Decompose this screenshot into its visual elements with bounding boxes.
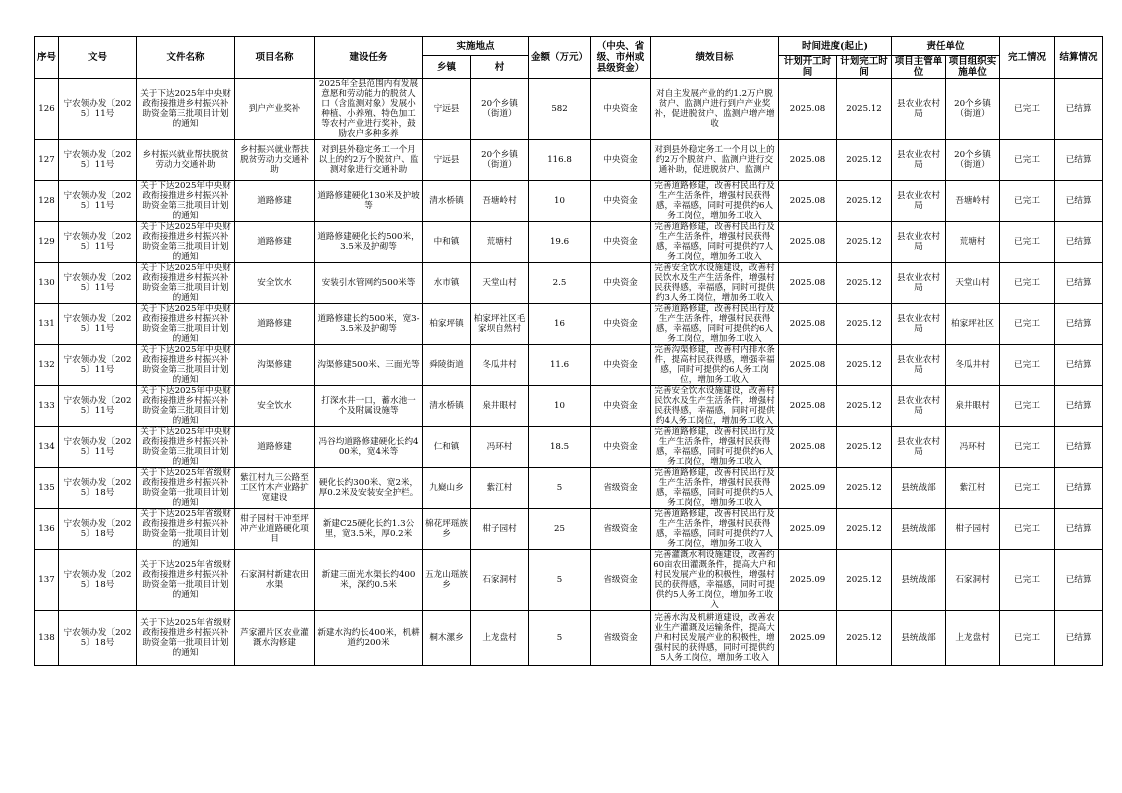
header-task: 建设任务 (315, 37, 423, 79)
cell-dept: 县农业农村局 (892, 263, 946, 304)
cell-amount: 25 (529, 509, 591, 550)
cell-fund-level: 中央资金 (591, 181, 651, 222)
table-row (35, 386, 1103, 427)
cell-start: 2025.09 (779, 550, 837, 611)
cell-org: 泉井眼村 (946, 386, 1000, 427)
cell-completion: 已完工 (1000, 79, 1055, 140)
cell-dept: 县统战部 (892, 611, 946, 666)
cell-task: 安装引水管网约500米等 (315, 263, 423, 304)
cell-completion: 已完工 (1000, 611, 1055, 666)
cell-township: 五龙山瑶族乡 (423, 550, 471, 611)
cell-fund-level: 中央资金 (591, 140, 651, 181)
table-row (35, 304, 1103, 345)
cell-start: 2025.08 (779, 181, 837, 222)
cell-goal: 完善安全饮水设施建设，改善村民饮水及生产生活条件，增强村民获得感，幸福感，同时可提供约4人务工岗位，增加务工收入 (651, 386, 779, 427)
cell-org: 天堂山村 (946, 263, 1000, 304)
cell-start: 2025.08 (779, 79, 837, 140)
cell-task: 对到县外稳定务工一个月以上的约2万个脱贫户、监测对象进行交通补助 (315, 140, 423, 181)
header-goal: 绩效目标 (651, 37, 779, 79)
cell-fund-level: 省级资金 (591, 509, 651, 550)
cell-village: 荒塘村 (471, 222, 529, 263)
header-settlement: 结算情况 (1055, 37, 1103, 79)
cell-village: 柏家坪社区毛家坝自然村 (471, 304, 529, 345)
table-row (35, 509, 1103, 550)
cell-completion: 已完工 (1000, 550, 1055, 611)
cell-village: 天堂山村 (471, 263, 529, 304)
header-project-name: 项目名称 (235, 37, 315, 79)
cell-seq: 129 (35, 222, 59, 263)
cell-org: 冬瓜井村 (946, 345, 1000, 386)
cell-village: 冯环村 (471, 427, 529, 468)
cell-settlement: 已结算 (1055, 427, 1103, 468)
cell-completion: 已完工 (1000, 427, 1055, 468)
cell-amount: 5 (529, 611, 591, 666)
cell-start: 2025.08 (779, 140, 837, 181)
cell-end: 2025.12 (837, 611, 892, 666)
cell-completion: 已完工 (1000, 509, 1055, 550)
cell-amount: 5 (529, 468, 591, 509)
header-start: 计划开工时间 (779, 56, 837, 79)
cell-project-name: 乡村振兴就业帮扶脱贫劳动力交通补助 (235, 140, 315, 181)
cell-amount: 5 (529, 550, 591, 611)
cell-org: 20个乡镇（街道） (946, 140, 1000, 181)
cell-goal: 对到县外稳定务工一个月以上的约2万个脱贫户、监测户进行交通补助，促进脱贫户、监测户 (651, 140, 779, 181)
cell-village: 20个乡镇（街道） (471, 79, 529, 140)
table-row (35, 263, 1103, 304)
cell-org: 吾塘岭村 (946, 181, 1000, 222)
cell-start: 2025.08 (779, 263, 837, 304)
cell-dept: 县统战部 (892, 509, 946, 550)
table-row (35, 222, 1103, 263)
cell-seq: 137 (35, 550, 59, 611)
cell-file-name: 关于下达2025年中央财政衔接推进乡村振兴补助资金第三批项目计划的通知 (137, 345, 235, 386)
header-schedule: 时间进度(起止) (779, 37, 892, 56)
cell-township: 棉花坪瑶族乡 (423, 509, 471, 550)
cell-file-name: 关于下达2025年省级财政衔接推进乡村振兴补助资金第一批项目计划的通知 (137, 509, 235, 550)
header-township: 乡镇 (423, 56, 471, 79)
cell-goal: 完善水沟及机耕道建设，改善农业生产灌溉及运输条件，提高大户和村民发展产业的积极性，增强村民的获得感，同时可提供约5人务工岗位，增加务工收入 (651, 611, 779, 666)
header-end: 计划完工时间 (837, 56, 892, 79)
cell-file-name: 关于下达2025年省级财政衔接推进乡村振兴补助资金第一批项目计划的通知 (137, 550, 235, 611)
cell-settlement: 已结算 (1055, 79, 1103, 140)
cell-seq: 133 (35, 386, 59, 427)
header-doc-no: 文号 (59, 37, 137, 79)
cell-start: 2025.09 (779, 468, 837, 509)
cell-village: 20个乡镇（街道） (471, 140, 529, 181)
cell-project-name: 石家洞村新建农田水渠 (235, 550, 315, 611)
cell-file-name: 乡村振兴就业帮扶脱贫劳动力交通补助 (137, 140, 235, 181)
cell-amount: 19.6 (529, 222, 591, 263)
cell-village: 泉井眼村 (471, 386, 529, 427)
header-dept: 项目主管单位 (892, 56, 946, 79)
table-row (35, 79, 1103, 140)
cell-township: 中和镇 (423, 222, 471, 263)
cell-org: 柏家坪社区 (946, 304, 1000, 345)
cell-seq: 132 (35, 345, 59, 386)
cell-settlement: 已结算 (1055, 304, 1103, 345)
cell-goal: 完善道路修建，改善村民出行及生产生活条件，增强村民获得感，幸福感，同时可提供约6人务工岗位，增加务工收入 (651, 304, 779, 345)
cell-village: 吾塘岭村 (471, 181, 529, 222)
cell-task: 新建C25硬化长约1.3公里，宽3.5米，厚0.2米 (315, 509, 423, 550)
cell-completion: 已完工 (1000, 468, 1055, 509)
cell-doc-no: 宁农领办发〔2025〕18号 (59, 468, 137, 509)
cell-township: 舜陵街道 (423, 345, 471, 386)
cell-end: 2025.12 (837, 222, 892, 263)
cell-project-name: 安全饮水 (235, 386, 315, 427)
cell-amount: 18.5 (529, 427, 591, 468)
cell-fund-level: 中央资金 (591, 427, 651, 468)
cell-village: 石家洞村 (471, 550, 529, 611)
cell-end: 2025.12 (837, 140, 892, 181)
cell-file-name: 关于下达2025年中央财政衔接推进乡村振兴补助资金第三批项目计划的通知 (137, 386, 235, 427)
cell-settlement: 已结算 (1055, 468, 1103, 509)
cell-settlement: 已结算 (1055, 345, 1103, 386)
cell-township: 清水桥镇 (423, 386, 471, 427)
cell-task: 冯谷均道路修建硬化长约400米，宽4米等 (315, 427, 423, 468)
cell-dept: 县农业农村局 (892, 427, 946, 468)
cell-amount: 2.5 (529, 263, 591, 304)
header-fund-level: （中央、省级、市州或县级资金） (591, 37, 651, 79)
cell-completion: 已完工 (1000, 263, 1055, 304)
cell-project-name: 道路修建 (235, 181, 315, 222)
cell-task: 打深水井一口，蓄水池一个及附属设施等 (315, 386, 423, 427)
cell-seq: 138 (35, 611, 59, 666)
cell-doc-no: 宁农领办发〔2025〕18号 (59, 509, 137, 550)
cell-end: 2025.12 (837, 263, 892, 304)
cell-goal: 完善沟渠修建，改善村内排水条件，提高村民获得感，增强幸福感，同时可提供约6人务工岗位，增加务工收入 (651, 345, 779, 386)
cell-dept: 县统战部 (892, 468, 946, 509)
cell-project-name: 到户产业奖补 (235, 79, 315, 140)
cell-task: 2025年全县范围内有发展意愿和劳动能力的脱贫人口（含监测对象）发展小种植、小养殖、特色加工等农村产业进行奖补，鼓励农户多种多养 (315, 79, 423, 140)
cell-village: 冬瓜井村 (471, 345, 529, 386)
table-row (35, 550, 1103, 611)
cell-dept: 县农业农村局 (892, 79, 946, 140)
cell-end: 2025.12 (837, 509, 892, 550)
cell-fund-level: 中央资金 (591, 222, 651, 263)
cell-township: 清水桥镇 (423, 181, 471, 222)
cell-end: 2025.12 (837, 345, 892, 386)
cell-doc-no: 宁农领办发〔2025〕11号 (59, 181, 137, 222)
cell-doc-no: 宁农领办发〔2025〕11号 (59, 222, 137, 263)
cell-task: 新建三面光水渠长约400米，深约0.5米 (315, 550, 423, 611)
cell-goal: 完善道路修建，改善村民出行及生产生活条件，增强村民获得感，幸福感，同时可提供约6人务工岗位，增加务工收入 (651, 427, 779, 468)
table-row (35, 140, 1103, 181)
header-org: 项目组织实施单位 (946, 56, 1000, 79)
cell-org: 20个乡镇（街道） (946, 79, 1000, 140)
cell-org: 柑子园村 (946, 509, 1000, 550)
cell-completion: 已完工 (1000, 222, 1055, 263)
cell-seq: 135 (35, 468, 59, 509)
cell-end: 2025.12 (837, 79, 892, 140)
cell-dept: 县农业农村局 (892, 140, 946, 181)
cell-completion: 已完工 (1000, 140, 1055, 181)
cell-dept: 县农业农村局 (892, 222, 946, 263)
cell-start: 2025.09 (779, 611, 837, 666)
cell-fund-level: 中央资金 (591, 345, 651, 386)
cell-amount: 10 (529, 386, 591, 427)
table-body (35, 79, 1103, 666)
cell-end: 2025.12 (837, 181, 892, 222)
cell-settlement: 已结算 (1055, 222, 1103, 263)
table-row (35, 181, 1103, 222)
cell-settlement: 已结算 (1055, 509, 1103, 550)
cell-task: 新建水沟约长400米，机耕道约200米 (315, 611, 423, 666)
cell-org: 石家洞村 (946, 550, 1000, 611)
cell-file-name: 关于下达2025年中央财政衔接推进乡村振兴补助资金第三批项目计划的通知 (137, 79, 235, 140)
cell-village: 紫江村 (471, 468, 529, 509)
header-responsible: 责任单位 (892, 37, 1000, 56)
cell-fund-level: 省级资金 (591, 550, 651, 611)
cell-settlement: 已结算 (1055, 611, 1103, 666)
cell-village: 柑子园村 (471, 509, 529, 550)
cell-project-name: 道路修建 (235, 427, 315, 468)
cell-start: 2025.09 (779, 509, 837, 550)
cell-project-name: 安全饮水 (235, 263, 315, 304)
cell-dept: 县农业农村局 (892, 181, 946, 222)
cell-amount: 582 (529, 79, 591, 140)
cell-dept: 县农业农村局 (892, 345, 946, 386)
cell-file-name: 关于下达2025年中央财政衔接推进乡村振兴补助资金第三批项目计划的通知 (137, 263, 235, 304)
cell-seq: 127 (35, 140, 59, 181)
cell-goal: 完善道路修建，改善村民出行及生产生活条件，增强村民获得感，幸福感，同时可提供约6人务工岗位，增加务工收入 (651, 181, 779, 222)
cell-seq: 131 (35, 304, 59, 345)
cell-doc-no: 宁农领办发〔2025〕18号 (59, 550, 137, 611)
cell-township: 宁远县 (423, 140, 471, 181)
cell-fund-level: 中央资金 (591, 79, 651, 140)
cell-goal: 对自主发展产业的约1.2万户脱贫户、监测户进行到户产业奖补，促进脱贫户、监测户增产增收 (651, 79, 779, 140)
header-file-name: 文件名称 (137, 37, 235, 79)
cell-settlement: 已结算 (1055, 140, 1103, 181)
cell-fund-level: 省级资金 (591, 611, 651, 666)
cell-settlement: 已结算 (1055, 181, 1103, 222)
cell-doc-no: 宁农领办发〔2025〕11号 (59, 263, 137, 304)
cell-township: 水市镇 (423, 263, 471, 304)
cell-project-name: 紫江村九三公路至工区竹木产业路扩宽建设 (235, 468, 315, 509)
cell-seq: 128 (35, 181, 59, 222)
table-row (35, 427, 1103, 468)
cell-org: 上龙盘村 (946, 611, 1000, 666)
cell-completion: 已完工 (1000, 386, 1055, 427)
cell-amount: 11.6 (529, 345, 591, 386)
cell-goal: 完善灌溉水利设施建设，改善约60亩农田灌溉条件，提高大户和村民发展产业的积极性，增强村民的获得感，幸福感，同时可提供约5人务工岗位，增加务工收入 (651, 550, 779, 611)
cell-doc-no: 宁农领办发〔2025〕18号 (59, 611, 137, 666)
cell-township: 仁和镇 (423, 427, 471, 468)
cell-village: 上龙盘村 (471, 611, 529, 666)
cell-doc-no: 宁农领办发〔2025〕11号 (59, 427, 137, 468)
cell-doc-no: 宁农领办发〔2025〕11号 (59, 386, 137, 427)
cell-task: 道路修建硬化130米及护坡等 (315, 181, 423, 222)
cell-end: 2025.12 (837, 468, 892, 509)
cell-start: 2025.08 (779, 345, 837, 386)
cell-fund-level: 中央资金 (591, 263, 651, 304)
table-row (35, 345, 1103, 386)
cell-file-name: 关于下达2025年中央财政衔接推进乡村振兴补助资金第三批项目计划的通知 (137, 304, 235, 345)
cell-doc-no: 宁农领办发〔2025〕11号 (59, 345, 137, 386)
cell-dept: 县统战部 (892, 550, 946, 611)
cell-fund-level: 省级资金 (591, 468, 651, 509)
cell-file-name: 关于下达2025年省级财政衔接推进乡村振兴补助资金第一批项目计划的通知 (137, 611, 235, 666)
header-completion: 完工情况 (1000, 37, 1055, 79)
cell-end: 2025.12 (837, 304, 892, 345)
cell-amount: 10 (529, 181, 591, 222)
header-location: 实施地点 (423, 37, 529, 56)
cell-goal: 完善安全饮水设施建设，改善村民饮水及生产生活条件，增强村民获得感，幸福感，同时可提供约3人务工岗位，增加务工收入 (651, 263, 779, 304)
cell-township: 九嶷山乡 (423, 468, 471, 509)
cell-completion: 已完工 (1000, 181, 1055, 222)
cell-org: 冯环村 (946, 427, 1000, 468)
cell-seq: 136 (35, 509, 59, 550)
cell-end: 2025.12 (837, 386, 892, 427)
header-village: 村 (471, 56, 529, 79)
table-row (35, 611, 1103, 666)
cell-seq: 130 (35, 263, 59, 304)
cell-project-name: 芦家濯片区农业灌溉水沟修建 (235, 611, 315, 666)
cell-completion: 已完工 (1000, 304, 1055, 345)
cell-doc-no: 宁农领办发〔2025〕11号 (59, 79, 137, 140)
cell-start: 2025.08 (779, 386, 837, 427)
cell-settlement: 已结算 (1055, 550, 1103, 611)
cell-start: 2025.08 (779, 222, 837, 263)
cell-org: 荒塘村 (946, 222, 1000, 263)
cell-goal: 完善道路修建，改善村民出行及生产生活条件，增强村民获得感，幸福感，同时可提供约7人务工岗位，增加务工收入 (651, 509, 779, 550)
cell-task: 道路修建硬化长约500米，3.5米及护砌等 (315, 222, 423, 263)
cell-task: 沟渠修建500米、三面光等 (315, 345, 423, 386)
cell-township: 桐木漯乡 (423, 611, 471, 666)
cell-fund-level: 中央资金 (591, 386, 651, 427)
cell-township: 柏家坪镇 (423, 304, 471, 345)
cell-completion: 已完工 (1000, 345, 1055, 386)
cell-task: 道路修建长约500米，宽3-3.5米及护砌等 (315, 304, 423, 345)
cell-file-name: 关于下达2025年中央财政衔接推进乡村振兴补助资金第三批项目计划的通知 (137, 427, 235, 468)
cell-start: 2025.08 (779, 427, 837, 468)
cell-amount: 116.8 (529, 140, 591, 181)
cell-goal: 完善道路修建，改善村民出行及生产生活条件，增强村民获得感，幸福感，同时可提供约5人务工岗位，增加务工收入 (651, 468, 779, 509)
cell-seq: 126 (35, 79, 59, 140)
cell-goal: 完善道路修建，改善村民出行及生产生活条件，增强村民获得感，幸福感，同时可提供约7人务工岗位，增加务工收入 (651, 222, 779, 263)
cell-file-name: 关于下达2025年中央财政衔接推进乡村振兴补助资金第三批项目计划的通知 (137, 222, 235, 263)
project-table (34, 36, 1103, 666)
cell-fund-level: 中央资金 (591, 304, 651, 345)
cell-file-name: 关于下达2025年中央财政衔接推进乡村振兴补助资金第三批项目计划的通知 (137, 181, 235, 222)
cell-task: 硬化长约300米、宽2米，厚0.2米及安装安全护栏。 (315, 468, 423, 509)
cell-project-name: 沟渠修建 (235, 345, 315, 386)
cell-end: 2025.12 (837, 550, 892, 611)
cell-settlement: 已结算 (1055, 263, 1103, 304)
cell-start: 2025.08 (779, 304, 837, 345)
cell-project-name: 柑子园村干冲至坪冲产业道路硬化项目 (235, 509, 315, 550)
cell-doc-no: 宁农领办发〔2025〕11号 (59, 140, 137, 181)
cell-org: 紫江村 (946, 468, 1000, 509)
cell-dept: 县农业农村局 (892, 304, 946, 345)
table-row (35, 468, 1103, 509)
cell-seq: 134 (35, 427, 59, 468)
cell-end: 2025.12 (837, 427, 892, 468)
cell-township: 宁远县 (423, 79, 471, 140)
header-seq: 序号 (35, 37, 59, 79)
cell-doc-no: 宁农领办发〔2025〕11号 (59, 304, 137, 345)
cell-amount: 16 (529, 304, 591, 345)
cell-file-name: 关于下达2025年省级财政衔接推进乡村振兴补助资金第一批项目计划的通知 (137, 468, 235, 509)
cell-project-name: 道路修建 (235, 304, 315, 345)
cell-settlement: 已结算 (1055, 386, 1103, 427)
cell-project-name: 道路修建 (235, 222, 315, 263)
cell-dept: 县农业农村局 (892, 386, 946, 427)
header-amount: 金额（万元） (529, 37, 591, 79)
